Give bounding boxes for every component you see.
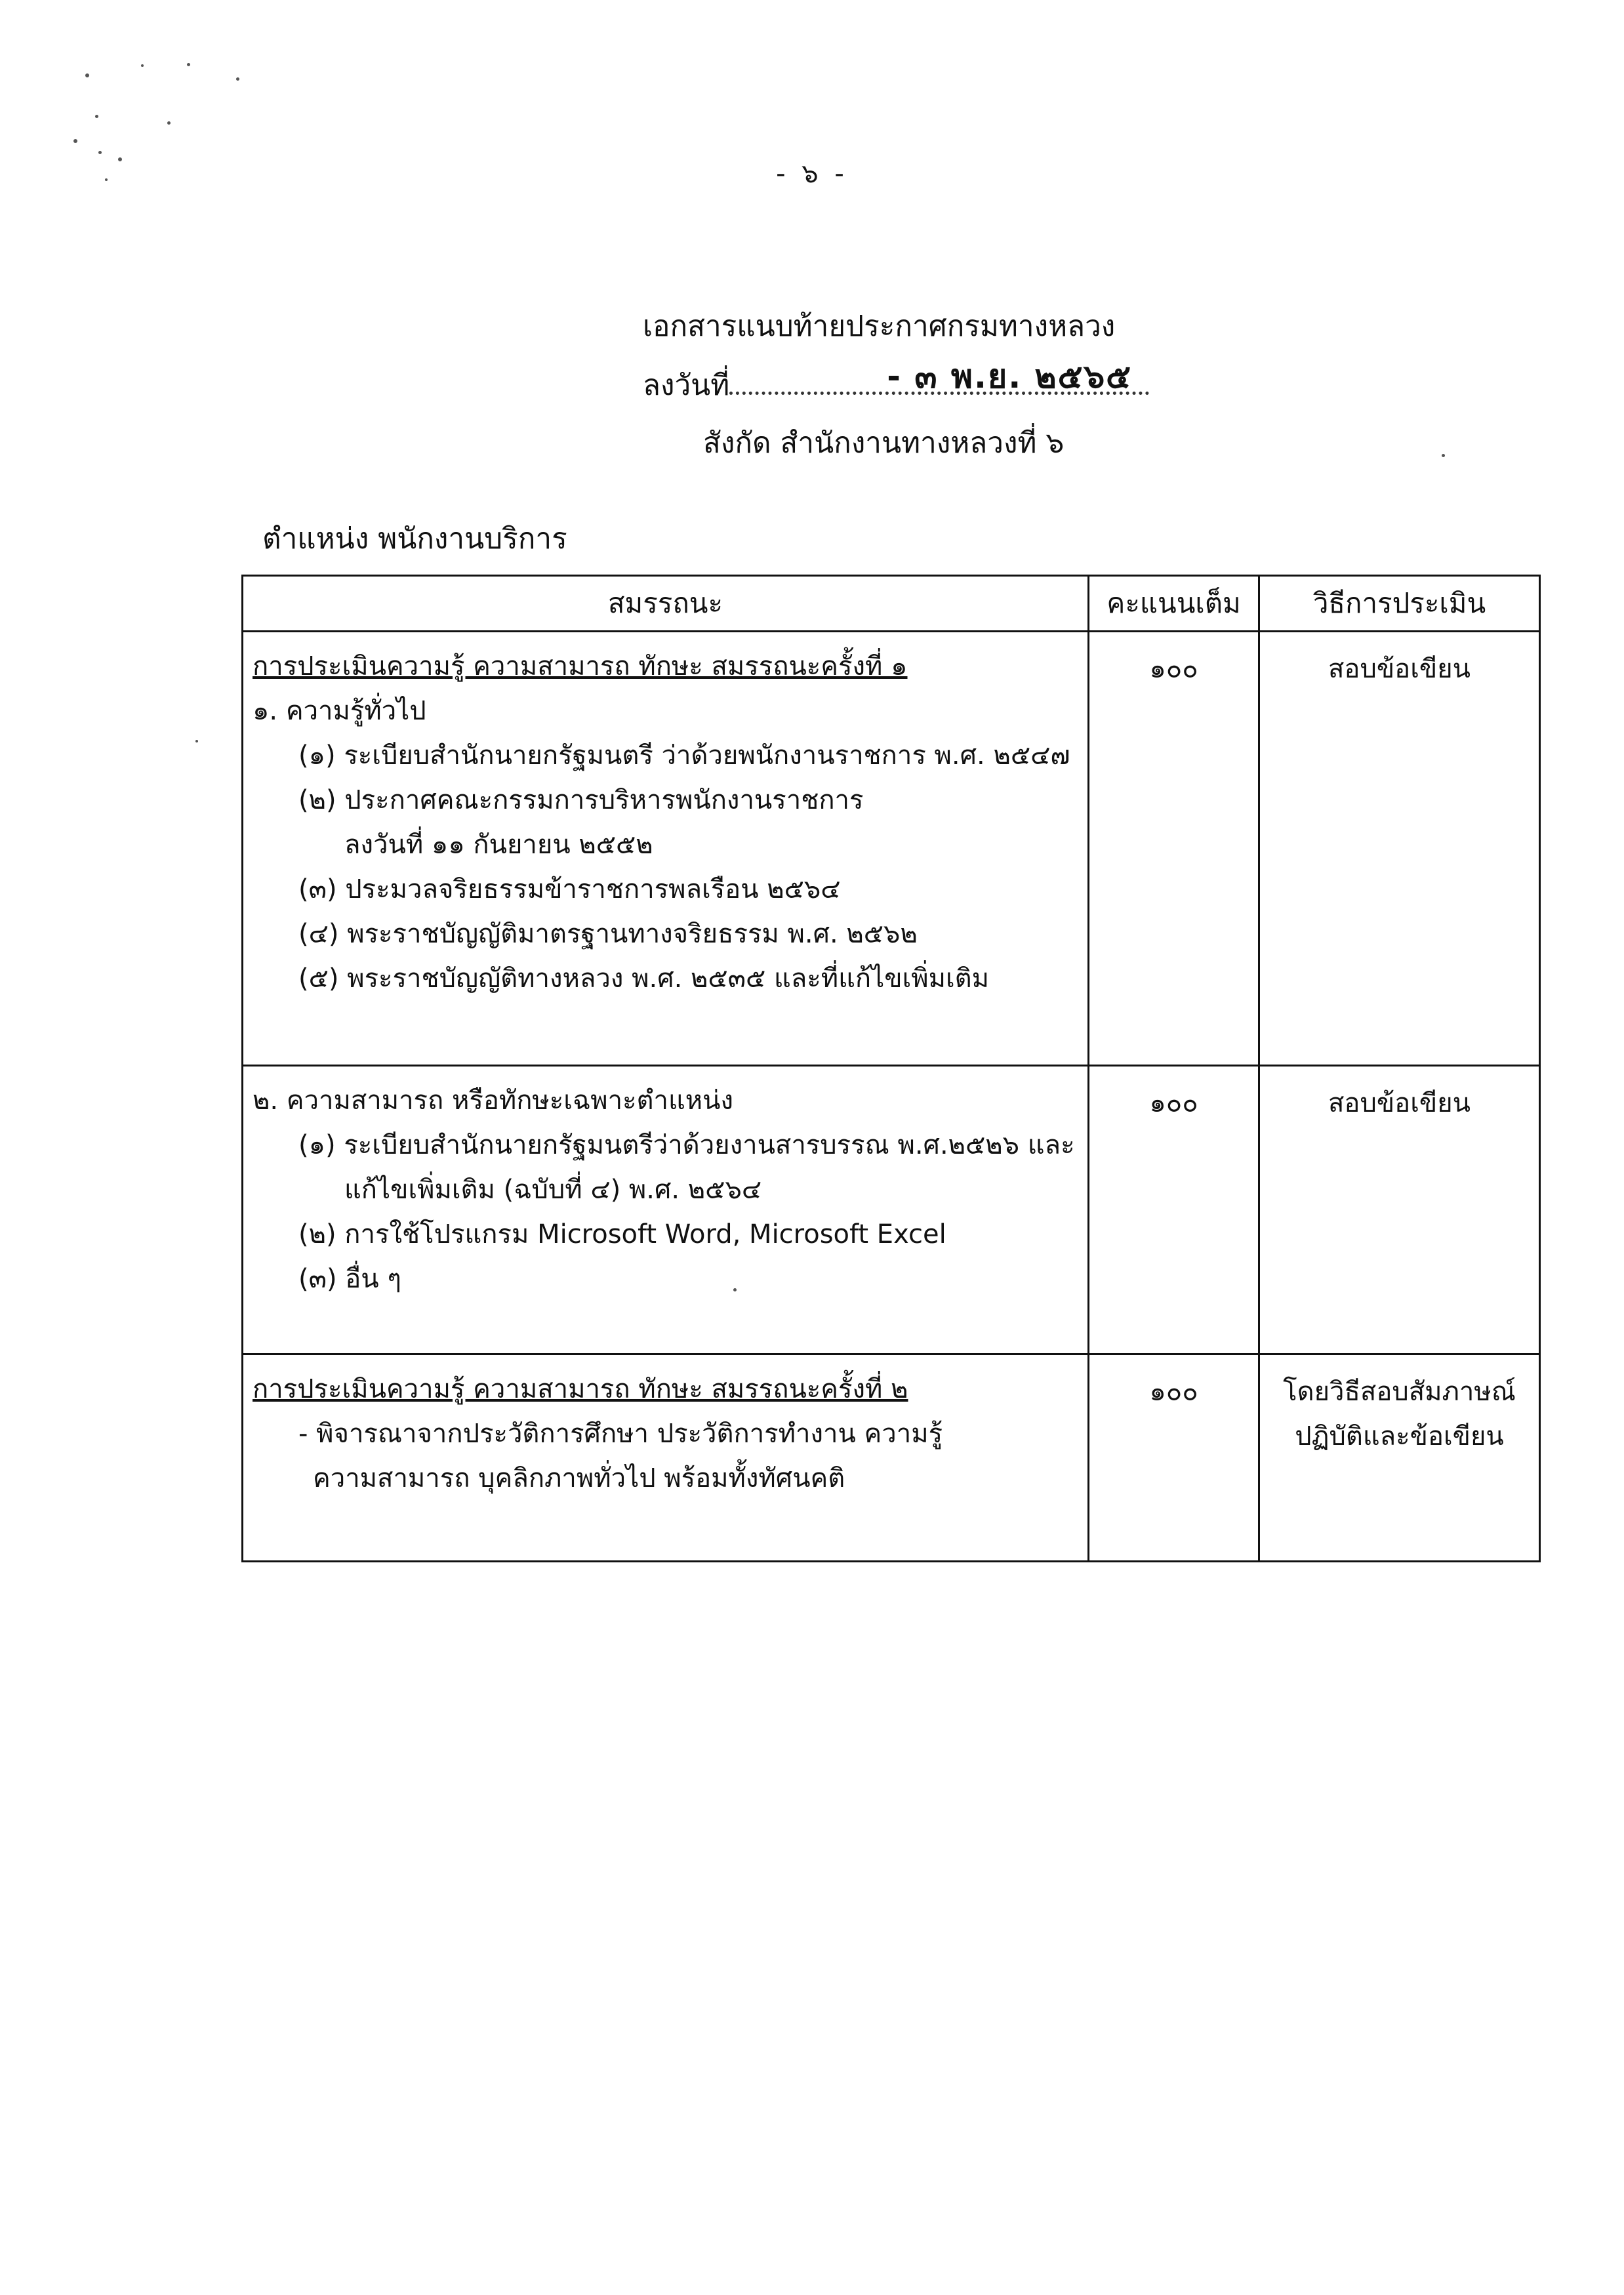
scan-speck	[187, 63, 190, 66]
section-heading: การประเมินความรู้ ความสามารถ ทักษะ สมรรถนะครั้งที่ ๑	[253, 651, 908, 681]
method-value: ปฏิบัติและข้อเขียน	[1295, 1421, 1504, 1452]
scan-speck	[141, 64, 144, 67]
list-item: (๔) พระราชบัญญัติมาตรฐานทางจริยธรรม พ.ศ. ๒๕๖๒	[298, 919, 918, 949]
scan-speck	[195, 740, 198, 742]
score-value: ๑๐๐	[1149, 654, 1198, 684]
table-header-row	[243, 576, 1540, 632]
group-title: ๑. ความรู้ทั่วไป	[253, 696, 426, 726]
position-title: ตำแหน่ง พนักงานบริการ	[262, 522, 567, 556]
competency-cell	[243, 1066, 1089, 1354]
header-full-score: คะแนนเต็ม	[1089, 576, 1259, 632]
page-number: - ๖ -	[776, 159, 848, 189]
method-value: สอบข้อเขียน	[1328, 654, 1471, 684]
scan-speck	[167, 121, 171, 125]
list-item: - พิจารณาจากประวัติการศึกษา ประวัติการทำงาน ความรู้	[298, 1419, 943, 1449]
list-item: แก้ไขเพิ่มเติม (ฉบับที่ ๔) พ.ศ. ๒๕๖๔	[344, 1175, 762, 1205]
score-cell	[1089, 632, 1259, 1066]
scan-speck	[1442, 454, 1445, 457]
method-value: สอบข้อเขียน	[1328, 1088, 1471, 1118]
section-heading: การประเมินความรู้ ความสามารถ ทักษะ สมรรถนะครั้งที่ ๒	[253, 1374, 908, 1404]
scan-speck	[95, 115, 98, 118]
score-value: ๑๐๐	[1149, 1377, 1198, 1407]
score-cell	[1089, 1354, 1259, 1562]
competency-cell	[243, 1354, 1089, 1562]
method-cell	[1259, 1354, 1540, 1562]
list-item: (๑) ระเบียบสำนักนายกรัฐมนตรีว่าด้วยงานสารบรรณ พ.ศ.๒๕๒๖ และ	[298, 1130, 1075, 1160]
date-line	[643, 357, 1149, 408]
list-item: ลงวันที่ ๑๑ กันยายน ๒๕๕๒	[344, 830, 653, 860]
method-cell	[1259, 632, 1540, 1066]
list-item: (๒) ประกาศคณะกรรมการบริหารพนักงานราชการ	[298, 785, 864, 815]
score-value: ๑๐๐	[1149, 1088, 1198, 1118]
header-competency: สมรรถนะ	[243, 576, 1089, 632]
date-dotted-line	[729, 357, 1149, 396]
list-item: (๑) ระเบียบสำนักนายกรัฐมนตรี ว่าด้วยพนักงานราชการ พ.ศ. ๒๕๔๗	[298, 741, 1070, 771]
competency-cell	[243, 632, 1089, 1066]
list-item: (๓) ประมวลจริยธรรมข้าราชการพลเรือน ๒๕๖๔	[298, 874, 841, 904]
affiliation: สังกัด สำนักงานทางหลวงที่ ๖	[703, 426, 1065, 460]
scan-speck	[236, 77, 239, 81]
header-assessment-method: วิธีการประเมิน	[1259, 576, 1540, 632]
competency-table	[241, 575, 1541, 1562]
date-stamp: - ๓ พ.ย. ๒๕๖๕	[887, 357, 1133, 396]
list-item: (๕) พระราชบัญญัติทางหลวง พ.ศ. ๒๕๓๕ และที่แก้ไขเพิ่มเติม	[298, 964, 990, 994]
method-cell	[1259, 1066, 1540, 1354]
date-label: ลงวันที่	[643, 369, 730, 402]
document-title: เอกสารแนบท้ายประกาศกรมทางหลวง	[643, 310, 1116, 343]
group-title: ๒. ความสามารถ หรือทักษะเฉพาะตำแหน่ง	[253, 1086, 733, 1116]
list-item: (๒) การใช้โปรแกรม Microsoft Word, Microsoft Excel	[298, 1219, 946, 1249]
method-value: โดยวิธีสอบสัมภาษณ์	[1283, 1377, 1516, 1407]
table-row	[243, 632, 1540, 1066]
list-item: ความสามารถ บุคลิกภาพทั่วไป พร้อมทั้งทัศนคติ	[313, 1463, 845, 1493]
scan-speck	[73, 139, 77, 143]
list-item: (๓) อื่น ๆ	[298, 1264, 401, 1294]
table-row	[243, 1354, 1540, 1562]
table-row	[243, 1066, 1540, 1354]
scan-speck	[85, 73, 89, 77]
score-cell	[1089, 1066, 1259, 1354]
